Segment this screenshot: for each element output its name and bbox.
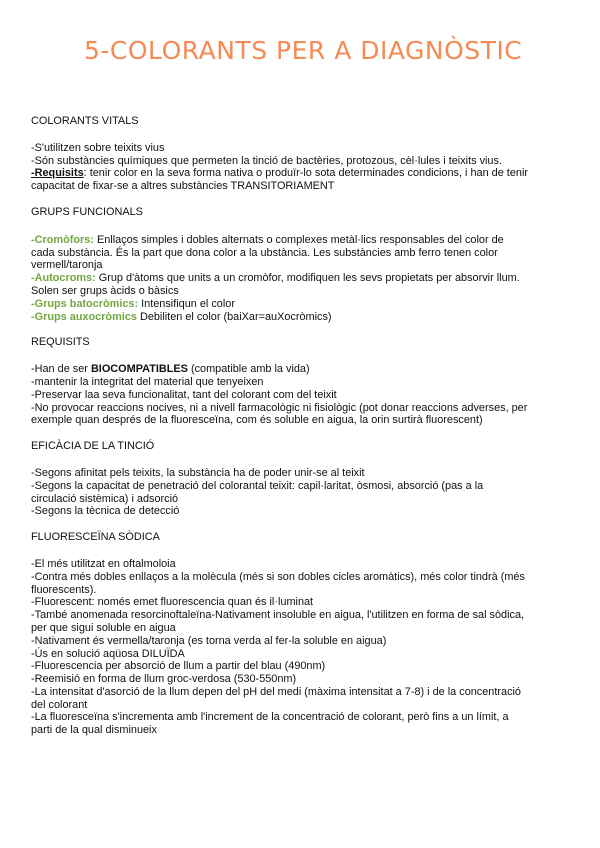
text-line: -Nativament és vermella/taronja (es torna verda al fer-la soluble en aigua) — [31, 634, 387, 647]
text-line — [31, 363, 571, 376]
text-line: -Preservar laa seva funcionalitat, tant del colorant com del teixit — [31, 388, 337, 401]
requisits-text: : tenir color en la seva forma nativa o produïr-lo sota determinades condicions, i han de tenir — [83, 167, 528, 180]
section-eficacia — [31, 440, 571, 518]
text-fragment: -Han de ser — [31, 363, 91, 376]
text-line: -Reemisió en forma de llum groc-verdosa (530-550nm) — [31, 673, 297, 686]
text-line: -Segons la tècnica de detecció — [31, 505, 180, 518]
requisits-label: -Requisits — [31, 167, 84, 180]
section-grups-funcionals — [31, 206, 571, 323]
text-line — [31, 234, 571, 247]
text-line: vermell/taronja — [31, 259, 103, 272]
section-heading: EFICÀCIA DE LA TINCIÓ — [31, 440, 155, 453]
text-fragment: (compatible amb la vida) — [187, 363, 310, 376]
term-text: Enllaços simples i dobles alternats o complexes metàl·lics responsables del color de — [93, 233, 504, 246]
section-heading: REQUISITS — [31, 336, 90, 349]
text-line: parti de la qual disminueix — [31, 724, 157, 737]
text-line: fluorescents). — [31, 583, 97, 596]
text-line: -Segons la capacitat de penetració del colorantal teixit: capil·laritat, òsmosi, absorció (pas a la — [31, 479, 484, 492]
text-line: -S'utilitzen sobre teixits vius — [31, 141, 165, 154]
text-line: -El més utilitzat en oftalmoloia — [31, 557, 176, 570]
text-line — [31, 298, 571, 311]
text-line — [31, 311, 571, 324]
text-line: per que sigui soluble en aigua — [31, 621, 176, 634]
text-line: -La intensitat d'asorció de la llum depen del pH del medi (màxima intensitat a 7-8) i de la concentració — [31, 685, 521, 698]
text-line: Solen ser grups àcids o bàsics — [31, 284, 179, 297]
document-body — [31, 115, 571, 737]
term-text: Debiliten el color (baiXar=auXocròmics) — [136, 310, 332, 323]
text-line: -Fluorescencia per absorció de llum a partir del blau (490nm) — [31, 660, 326, 673]
text-line: -La fluoresceïna s'incrementa amb l'increment de la concentració de colorant, però fins a un límit, a — [31, 711, 509, 724]
text-line: -mantenir la integritat del material que tenyeixen — [31, 375, 264, 388]
text-line: -Ús en solució aqüosa DILUÏDA — [31, 647, 185, 660]
text-line: -Són substàncies químiques que permeten la tinció de bactèries, protozous, cèl·lules i teixits vius. — [31, 154, 502, 167]
term-auxocromics: -Grups auxocròmics — [31, 310, 137, 323]
text-line: -Contra més dobles enllaços a la molècula (més si son dobles cicles aromàtics), més color tindrà (més — [31, 570, 525, 583]
section-heading: GRUPS FUNCIONALS — [31, 205, 143, 218]
text-line: capacitat de fixar-se a altres substàncies TRANSITORIAMENT — [31, 180, 335, 193]
section-heading: FLUORESCEÏNA SÒDICA — [31, 531, 160, 544]
text-line: -Fluorescent: només emet fluorescencia quan és il·luminat — [31, 596, 314, 609]
term-cromofors: -Cromòfors: — [31, 233, 94, 246]
section-fluoresceina — [31, 531, 571, 737]
term-text: Grup d'àtoms que units a un cromòfor, modifiquen les sevs propietats per absorvir llum. — [95, 272, 520, 285]
term-batocromics: -Grups batocròmics: — [31, 297, 139, 310]
section-requisits — [31, 336, 571, 427]
term-autocroms: -Autocroms: — [31, 272, 96, 285]
text-line: del colorant — [31, 698, 88, 711]
section-heading: COLORANTS VITALS — [31, 115, 139, 127]
text-line: -També anomenada resorcinoftaleïna-Nativament insoluble en aigua, l'utilitzen en forma de sal sòdica, — [31, 609, 525, 622]
page-title: 5-COLORANTS PER A DIAGNÒSTIC — [84, 36, 523, 65]
text-line: cada substància. És la part que dona color a la ubstància. Les substàncies amb ferro tenen color — [31, 246, 498, 259]
section-colorants-vitals — [31, 115, 571, 193]
text-line — [31, 167, 571, 180]
text-line: -No provocar reaccions nocives, ni a nivell farmacològic ni fisiològic (pot donar reaccions adverses, per — [31, 401, 528, 414]
text-line: exemple quan després de la fluoresceïna, com és soluble en aigua, la orin surtirà fluorescent) — [31, 414, 483, 427]
term-text: Intensifiqun el color — [138, 297, 235, 310]
text-line: -Segons afinitat pels teixits, la substància ha de poder unir-se al teixit — [31, 466, 365, 479]
biocompatibles-emphasis: BIOCOMPATIBLES — [90, 363, 188, 376]
text-line: circulació sistèmica) i adsorció — [31, 492, 179, 505]
text-line — [31, 272, 571, 285]
